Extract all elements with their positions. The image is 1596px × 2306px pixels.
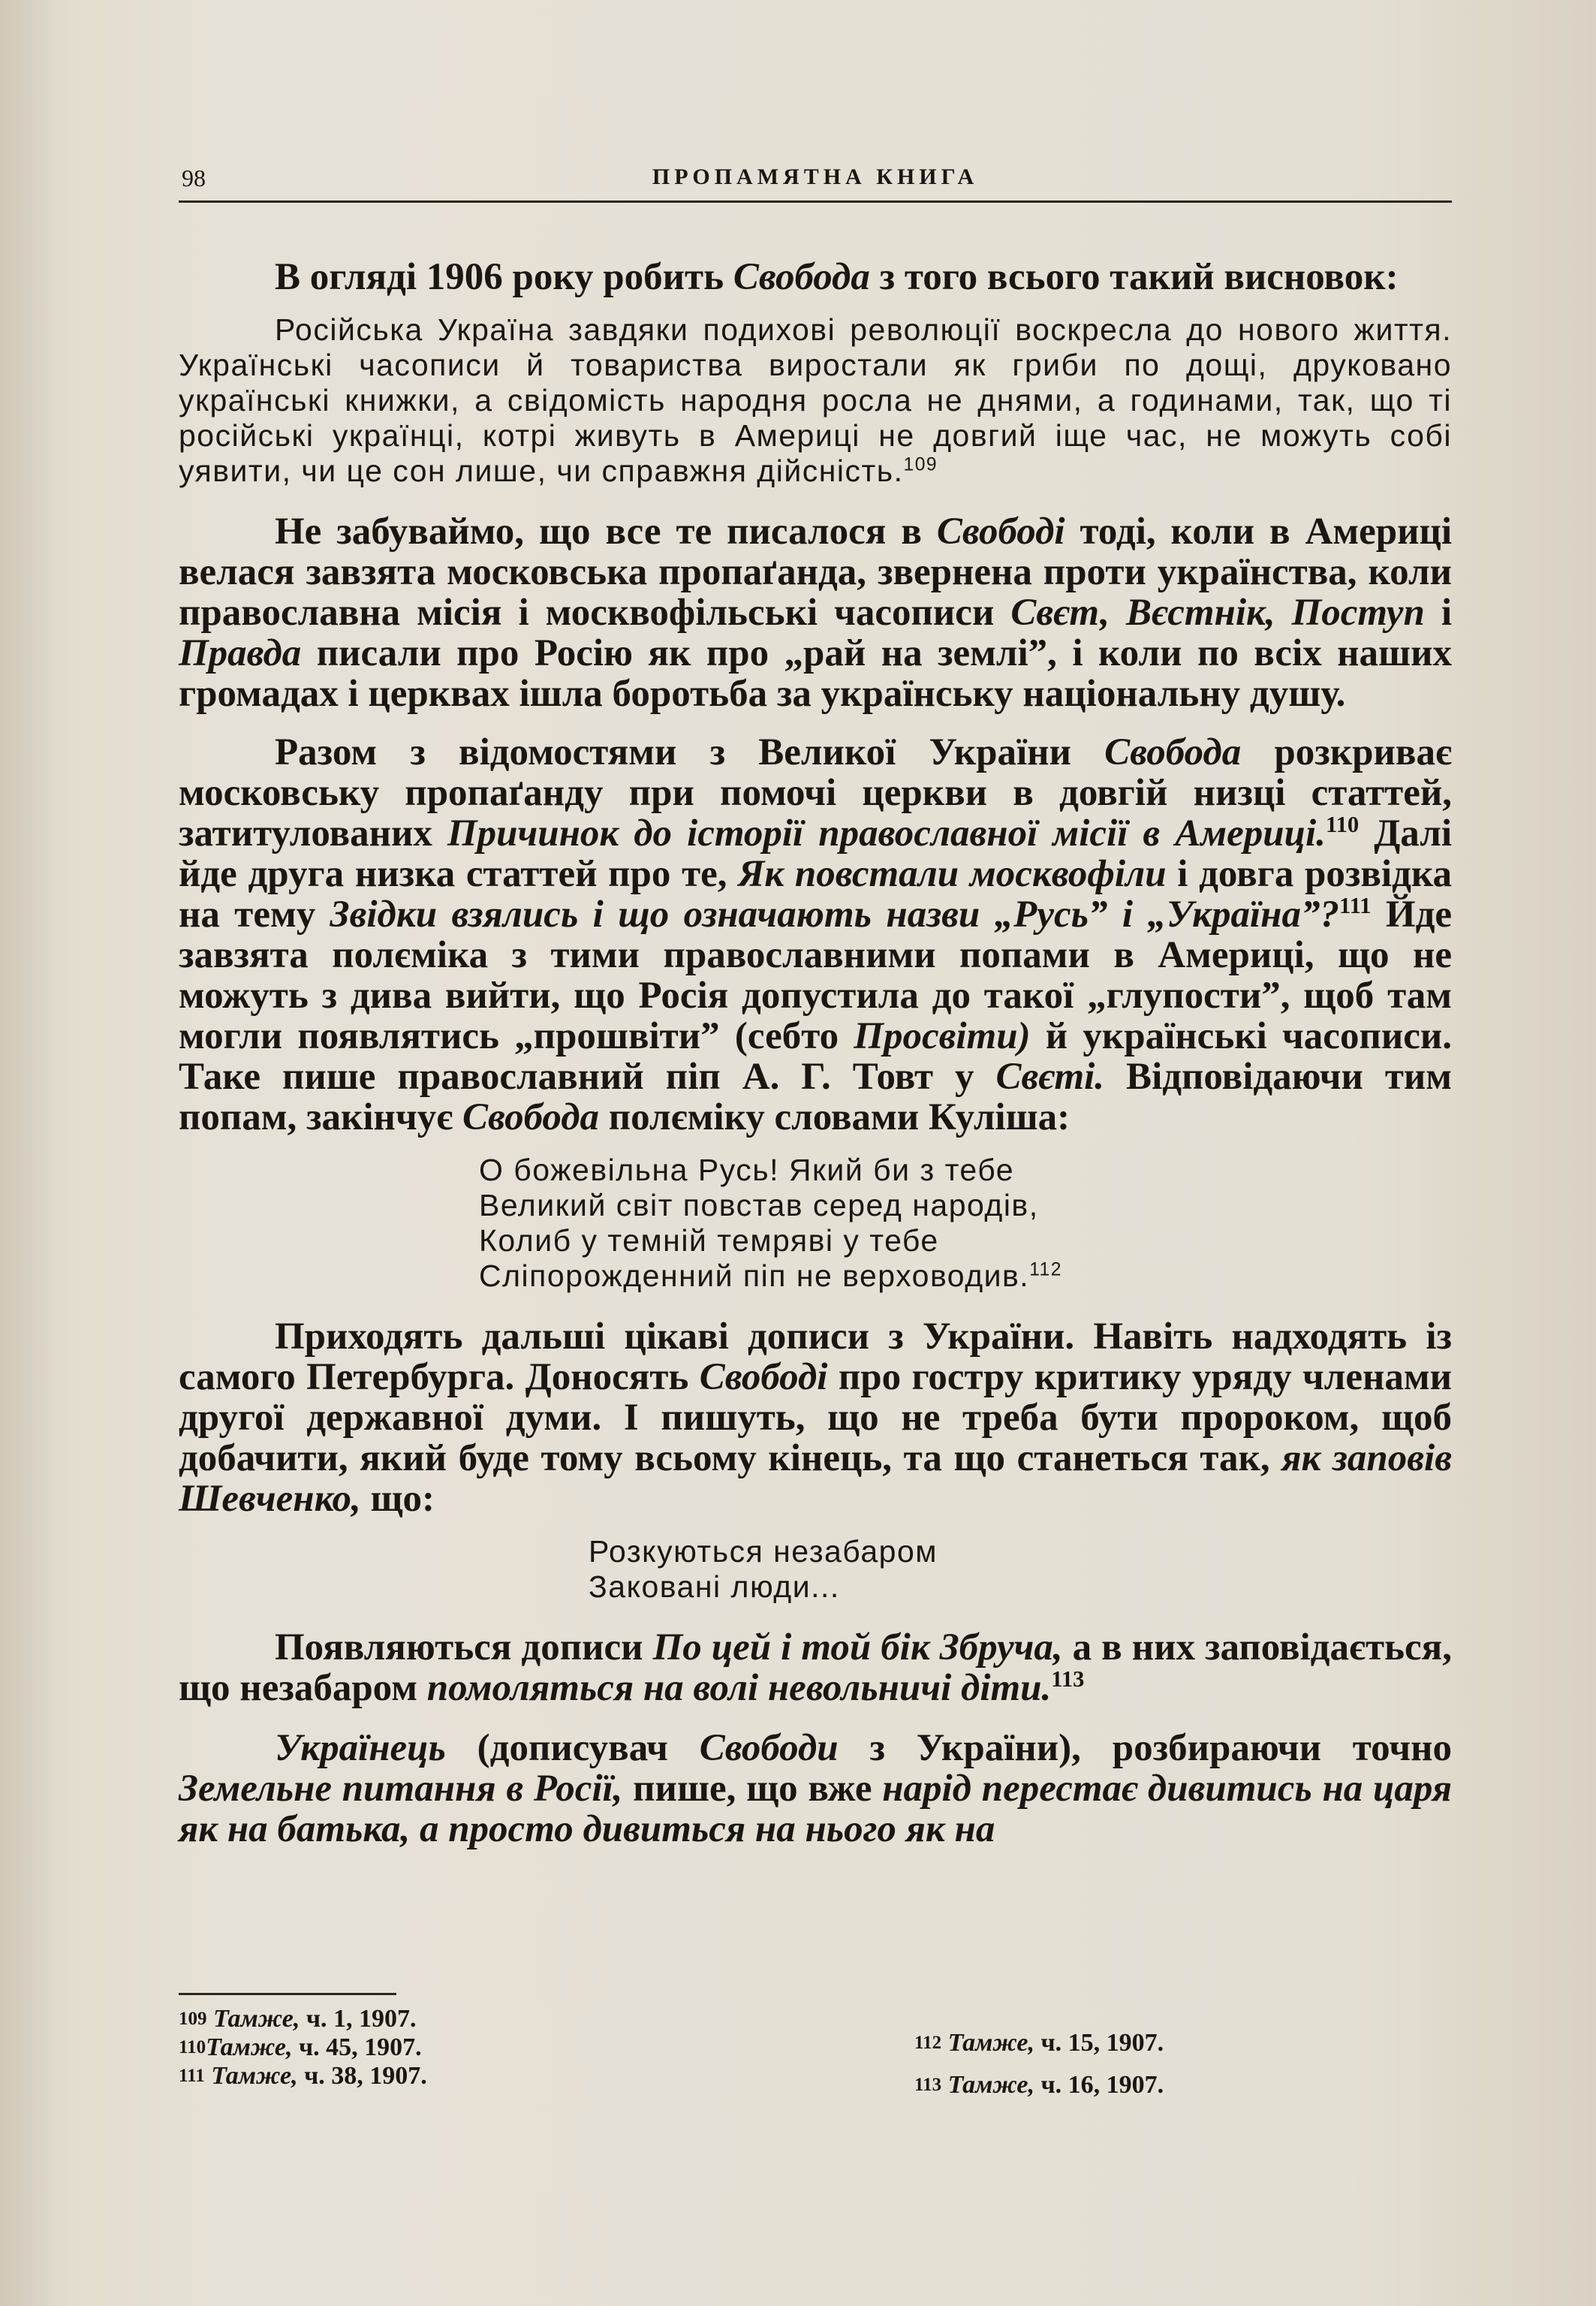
footnote-110: $^{110}$Тамже, ч. 45, 1907. [179,2033,422,2061]
footnote-112: $^{112}$ Тамже, ч. 15, 1907. [914,2029,1164,2057]
verse-line: Розкуються незабаром [589,1534,938,1569]
footnotes-right [914,2029,1164,2100]
footnote-ref-111: 111 [1339,893,1372,918]
paragraph-1: В огляді 1906 року робить Свобода з того всього такий висновок: [275,256,1399,298]
verse-line: Сліпорожденний піп не верховодив.$^{112}$ [479,1259,1062,1293]
paragraph-4: Приходять дальші цікаві дописи з України. Навіть надходять із самого Петербурга. Доносять Свободі про гостру критику уряду членами другої державної думи. І пишуть, що не треба бути пророком, щоб добачити, який буде тому всьому кінець, та що станеться так, як заповів Шевченко, що: [179,1316,1453,1520]
running-head [179,154,1452,203]
page-content [179,154,1453,2099]
footnote-ref-112: 112 [1029,1259,1062,1280]
footnote-111: $^{111}$ Тамже, ч. 38, 1907. [179,2062,427,2090]
verse-line: Заковані люди... [589,1569,840,1604]
paragraph-5: Появляються дописи По цей і той бік Збруча, а в них заповідається, що незабаром помоляться на волі невольничі діти.$^{113}$ [179,1626,1453,1709]
footnote-ref-110: 110 [1325,812,1360,837]
running-title: ПРОПАМЯТНА КНИГА [652,164,979,189]
paragraph-6: Українець (дописувач Свободи з України), розбираючи точно Земельне питання в Росії, пише, що вже нарід перестає дивитись на царя як на батька, а просто дивиться на нього як на [179,1727,1453,1850]
paragraph-2: Не забуваймо, що все те писалося в Свободі тоді, коли в Америці велася завзята московська пропаґанда, звернена проти українства, коли православна місія і москвофільські часописи Свєт, Вєстнік, Поступ і Правда писали про Росію як про „рай на землі”, і коли по всіх наших громадах і церквах ішла боротьба за українську національну душу. [179,511,1453,715]
paragraph-3: Разом з відомостями з Великої України Свобода розкриває московську пропаґанду при помочі церкви в довгій низці статтей, затитулованих Причинок до історії православної місії в Америці.$^{110}$ Далі йде друга низка статтей про те, Як повстали москвофіли і довга розвідка на тему Звідки взялись і що означають назви „Русь” і „Україна”?$^{111}$ Йде завзята полєміка з тими православними попами в Америці, що не можуть з дива вийти, що Росія допустила до такої „глупости”, щоб там могли появлятись „прошвіти” (себто Просвіти) й українські часописи. Таке пише православний піп А. Г. Товт у Свєті. Відповідаючи тим попам, закінчує Свобода полєміку словами Куліша: [179,731,1453,1138]
footnote-ref-109: 109 [903,454,938,475]
verse-kulish [479,1153,1452,1294]
footnotes-left [179,2005,427,2090]
verse-line: О божевільна Русь! Який би з тебе [479,1153,1015,1187]
page-number: 98 [182,164,206,191]
footnote-113: $^{113}$ Тамже, ч. 16, 1907. [914,2071,1164,2099]
verse-shevchenko [589,1534,1452,1605]
verse-line: Колиб у темній темряві у тебе [479,1223,939,1258]
block-quote-1: Російська Україна завдяки подихові революції воскресла до нового життя. Українські часописи й товариства виростали як гриби по дощі, друковано українські книжки, а свідомість народня росла не днями, а годинами, так, що ті російські українці, котрі живуть в Америці не довгий іще час, не можуть собі уявити, чи це сон лише, чи справжня дійсність.$^{109}$ [179,312,1452,488]
footnote-divider [179,1993,396,1995]
footnote-109: $^{109}$ Тамже, ч. 1, 1907. [179,2005,417,2033]
verse-line: Великий світ повстав серед народів, [479,1188,1039,1222]
footnote-ref-113: 113 [1051,1666,1085,1692]
